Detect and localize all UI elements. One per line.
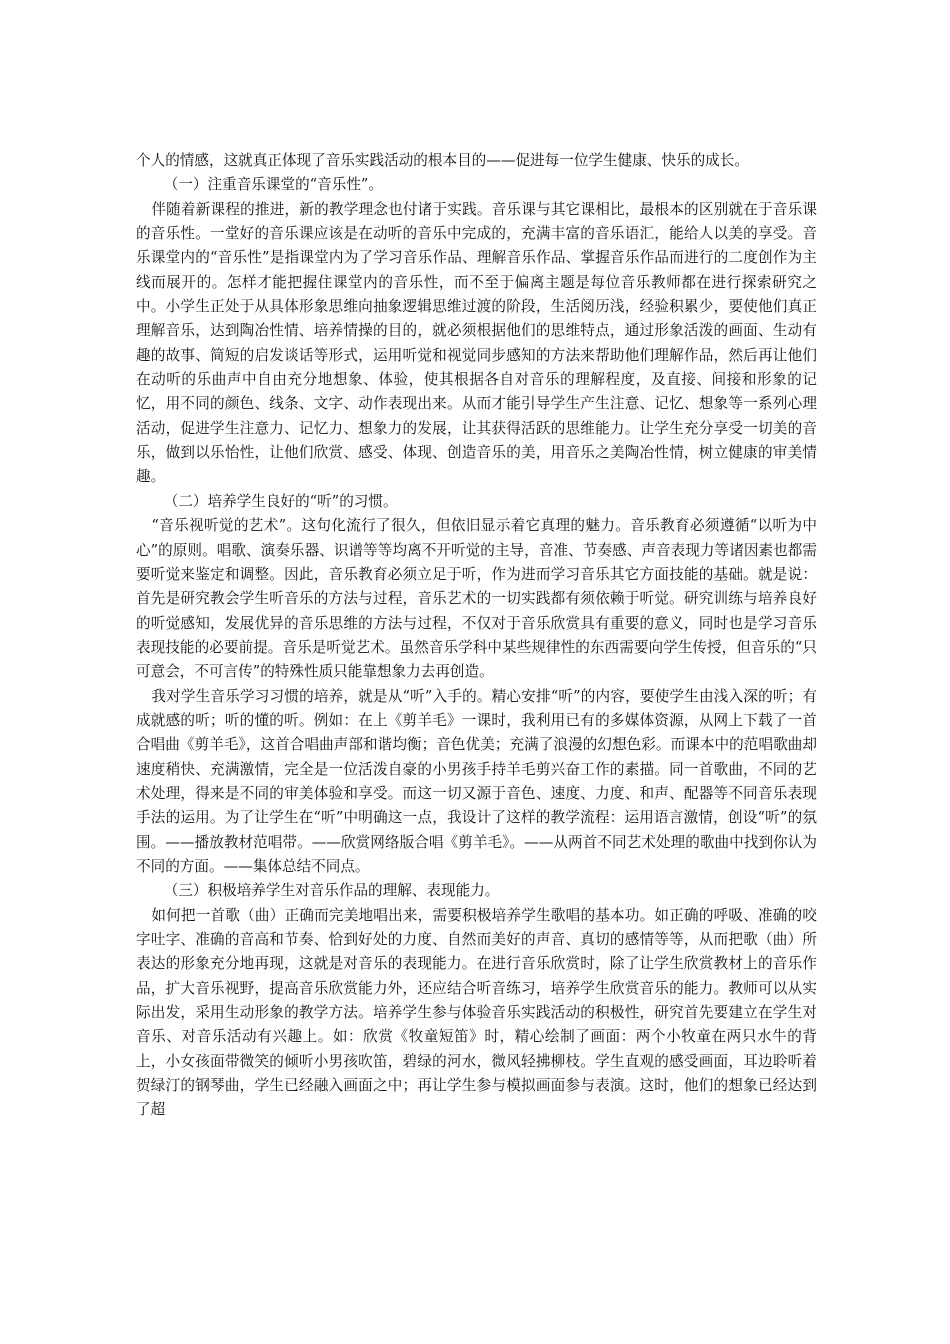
document-page <box>136 149 817 1123</box>
paragraph-listening: “音乐视听觉的艺术”。这句化流行了很久，但依旧显示着它真理的魅力。音乐教育必须遵循“以听为中心”的原则。唱歌、演奏乐器、识谱等等均离不开听觉的主导，音准、节奏感、声音表现力等诸因素也都需要听觉来鉴定和调整。因此，音乐教育必须立足于听，作为进而学习音乐其它方面技能的基础。就是说：首先是研究教会学生听音乐的方法与过程，音乐艺术的一切实践都有须依赖于听觉。研究训练与培养良好的听觉感知，发展优异的音乐思维的方法与过程，不仅对于音乐欣赏具有重要的意义，同时也是学习音乐表现技能的必要前提。音乐是听觉艺术。虽然音乐学科中某些规律性的东西需要向学生传授，但音乐的“只可意会，不可言传”的特殊性质只能靠想象力去再创造。 <box>136 517 817 681</box>
section-heading-musicality: （一）注重音乐课堂的“音乐性”。 <box>163 176 383 194</box>
paragraph-continuation: 个人的情感，这就真正体现了音乐实践活动的根本目的——促进每一位学生健康、快乐的成长。 <box>136 152 749 169</box>
section-heading-listening: （二）培养学生良好的“听”的习惯。 <box>163 492 398 510</box>
paragraph-musicality: 伴随着新课程的推进，新的教学理念也付诸于实践。音乐课与其它课相比，最根本的区别就在于音乐课的音乐性。一堂好的音乐课应该是在动听的音乐中完成的，充满丰富的音乐语汇，能给人以美的享受。音乐课堂内的“音乐性”是指课堂内为了学习音乐作品、理解音乐作品、掌握音乐作品而进行的二度创作为主线而展开的。怎样才能把握住课堂内的音乐性，而不至于偏离主题是每位音乐教师都在进行探索研究之中。小学生正处于从具体形象思维向抽象逻辑思维过渡的阶段，生活阅历浅，经验积累少，要使他们真正理解音乐，达到陶冶性情、培养情操的目的，就必须根据他们的思维特点，通过形象活泼的画面、生动有趣的故事、简短的启发谈话等形式，运用听觉和视觉同步感知的方法来帮助他们理解作品，然后再让他们在动听的乐曲声中自由充分地想象、体验，使其根据各自对音乐的理解程度，及直接、间接和形象的记忆，用不同的颜色、线条、文字、动作表现出来。从而才能引导学生产生注意、记忆、想象等一系列心理活动，促进学生注意力、记忆力、想象力的发展，让其获得活跃的思维能力。让学生充分享受一切美的音乐，做到以乐怡性，让他们欣赏、感受、体现、创造音乐的美，用音乐之美陶冶性情，树立健康的审美情趣。 <box>136 200 817 486</box>
section-heading-expression: （三）积极培养学生对音乐作品的理解、表现能力。 <box>163 882 500 900</box>
paragraph-listening-example: 我对学生音乐学习习惯的培养，就是从“听”入手的。精心安排“听”的内容，要使学生由浅入深的听；有成就感的听；听的懂的听。例如：在上《剪羊毛》一课时，我利用已有的多媒体资源，从网上下载了一首合唱曲《剪羊毛》，这首合唱曲声部和谐均衡；音色优美；充满了浪漫的幻想色彩。而课本中的范唱歌曲却速度稍快、充满激情，完全是一位活泼自豪的小男孩手持羊毛剪兴奋工作的素描。同一首歌曲，不同的艺术处理，得来是不同的审美体验和享受。而这一切又源于音色、速度、力度、和声、配器等不同音乐表现手法的运用。为了让学生在“听”中明确这一点，我设计了这样的教学流程：运用语言激情，创设“听”的氛围。——播放教材范唱带。——欣赏网络版合唱《剪羊毛》。——从两首不同艺术处理的歌曲中找到你认为不同的方面。——集体总结不同点。 <box>136 687 817 875</box>
paragraph-expression: 如何把一首歌（曲）正确而完美地唱出来，需要积极培养学生歌唱的基本功。如正确的呼吸、准确的咬字吐字、准确的音高和节奏、恰到好处的力度、自然而美好的声音、真切的感情等等，从而把歌（曲）所表达的形象充分地再现，这就是对音乐的表现能力。在进行音乐欣赏时，除了让学生欣赏教材上的音乐作品，扩大音乐视野，提高音乐欣赏能力外，还应结合听音练习，培养学生欣赏音乐的能力。教师可以从实际出发，采用生动形象的教学方法。培养学生参与体验音乐实践活动的积极性，研究首先要建立在学生对音乐、对音乐活动有兴趣上。如：欣赏《牧童短笛》时，精心绘制了画面：两个小牧童在两只水牛的背上，小女孩面带微笑的倾听小男孩吹笛，碧绿的河水，微风轻拂柳枝。学生直观的感受画面，耳边聆听着贺绿汀的钢琴曲，学生已经融入画面之中；再让学生参与模拟画面参与表演。这时，他们的想象已经达到了超 <box>136 906 817 1119</box>
